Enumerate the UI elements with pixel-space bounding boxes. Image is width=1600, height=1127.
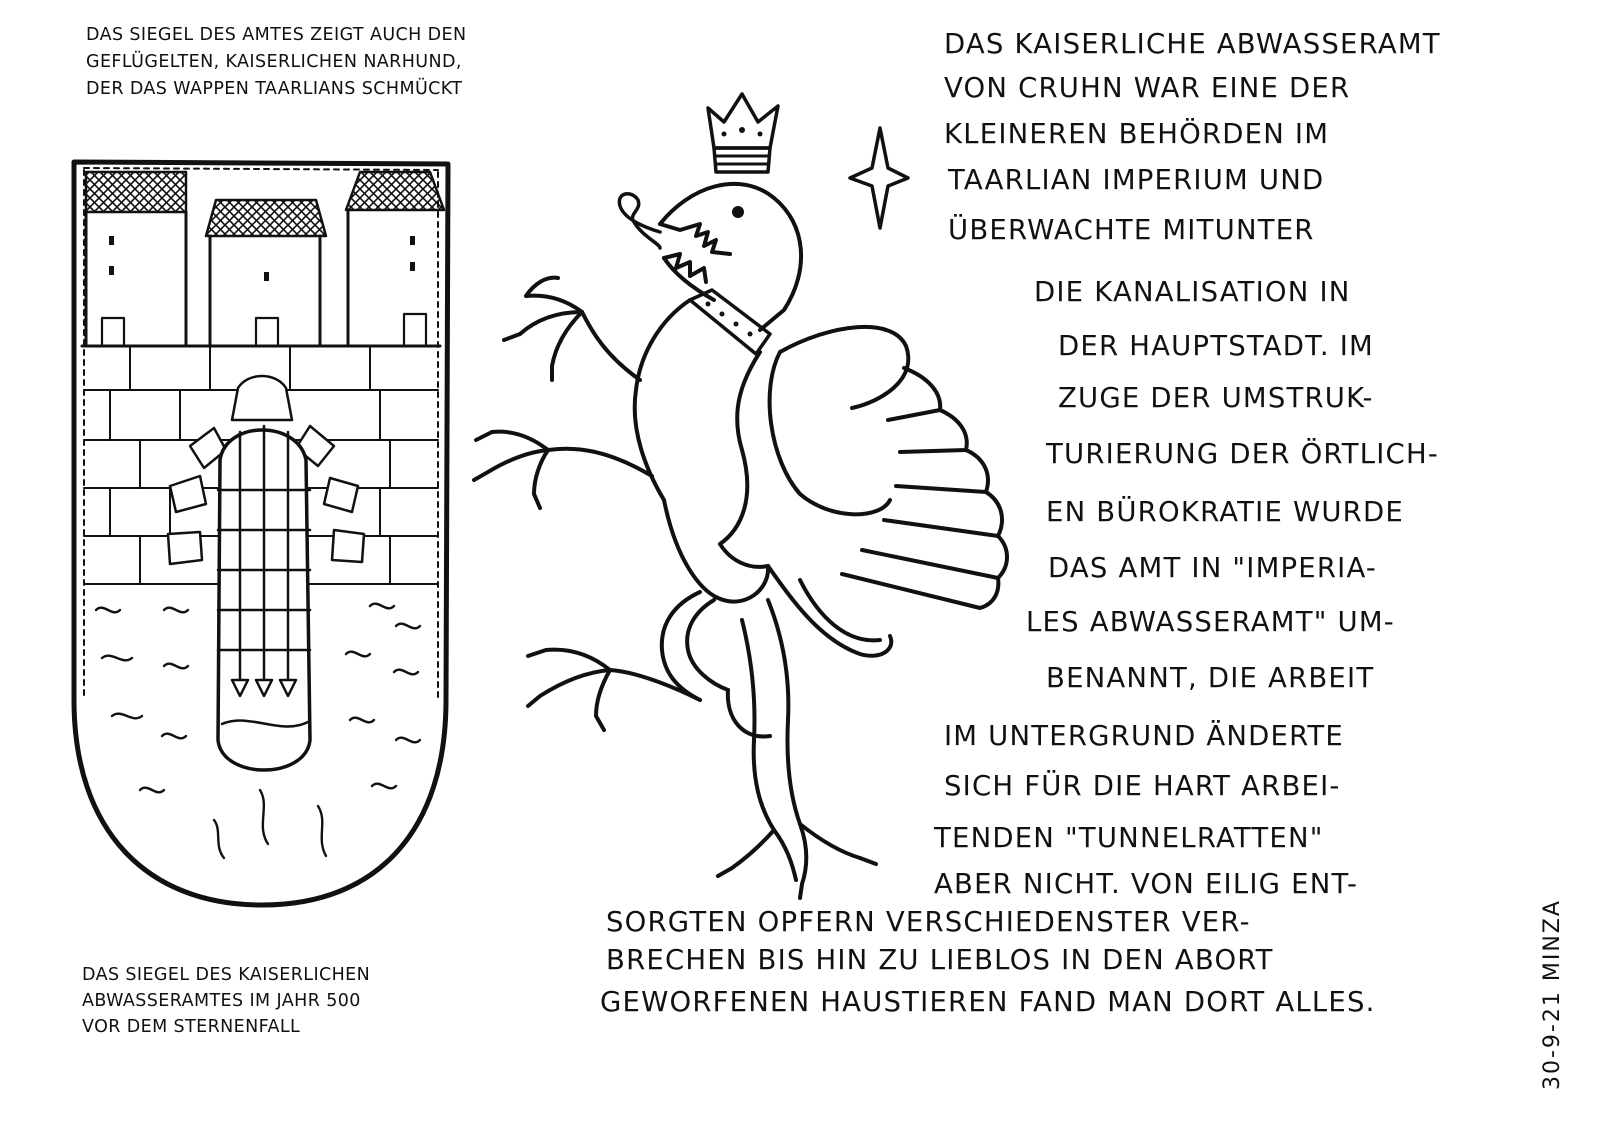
story-line: SORGTEN OPFERN VERSCHIEDENSTER VER- bbox=[606, 906, 1251, 938]
star-icon bbox=[850, 128, 908, 228]
story-line: DIE KANALISATION IN bbox=[1034, 276, 1351, 308]
coat-of-arms-seal bbox=[74, 162, 448, 905]
caption-line: VOR DEM STERNENFALL bbox=[82, 1017, 301, 1037]
story-line: KLEINEREN BEHÖRDEN IM bbox=[944, 118, 1330, 150]
story-line: TENDEN "TUNNELRATTEN" bbox=[934, 822, 1324, 854]
story-line: EN BÜROKRATIE WURDE bbox=[1046, 496, 1404, 528]
story-line: ABER NICHT. VON EILIG ENT- bbox=[934, 868, 1359, 900]
story-line: BRECHEN BIS HIN ZU LIEBLOS IN DEN ABORT bbox=[606, 944, 1274, 976]
story-line: ÜBERWACHTE MITUNTER bbox=[948, 214, 1315, 246]
caption-line: DAS SIEGEL DES AMTES ZEIGT AUCH DEN bbox=[86, 25, 467, 45]
caption-line: ABWASSERAMTES IM JAHR 500 bbox=[82, 991, 361, 1011]
story-line: ZUGE DER UMSTRUK- bbox=[1058, 382, 1374, 414]
signature-date: 30-9-21 MINZA bbox=[1540, 899, 1565, 1090]
wing bbox=[770, 327, 1007, 608]
story-line: DAS AMT IN "IMPERIA- bbox=[1048, 552, 1377, 584]
caption-line: GEFLÜGELTEN, KAISERLICHEN NARHUND, bbox=[86, 52, 462, 72]
story-line: VON CRUHN WAR EINE DER bbox=[944, 72, 1351, 104]
story-line: BENANNT, DIE ARBEIT bbox=[1046, 662, 1375, 694]
story-line: TURIERUNG DER ÖRTLICH- bbox=[1046, 438, 1439, 470]
story-line: GEWORFENEN HAUSTIEREN FAND MAN DORT ALLES. bbox=[600, 986, 1376, 1018]
caption-line: DER DAS WAPPEN TAARLIANS SCHMÜCKT bbox=[86, 79, 463, 99]
caption-line: DAS SIEGEL DES KAISERLICHEN bbox=[82, 965, 371, 985]
towers-icon bbox=[86, 172, 444, 346]
story-line: LES ABWASSERAMT" UM- bbox=[1026, 606, 1395, 638]
sewer-grate-icon bbox=[168, 376, 364, 770]
collar bbox=[690, 290, 770, 354]
story-line: DER HAUPTSTADT. IM bbox=[1058, 330, 1374, 362]
story-line: DAS KAISERLICHE ABWASSERAMT bbox=[944, 28, 1441, 60]
story-line: TAARLIAN IMPERIUM UND bbox=[948, 164, 1325, 196]
crown-icon bbox=[708, 94, 778, 172]
story-line: SICH FÜR DIE HART ARBEI- bbox=[944, 770, 1341, 802]
story-line: IM UNTERGRUND ÄNDERTE bbox=[944, 720, 1345, 752]
winged-crowned-narhund bbox=[474, 94, 1007, 898]
